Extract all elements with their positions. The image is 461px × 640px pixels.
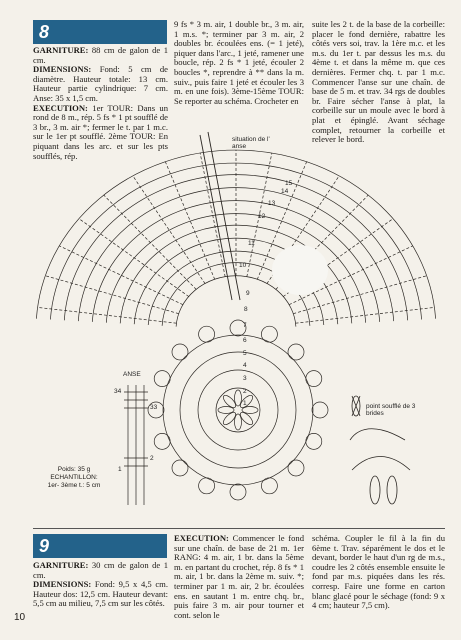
gauge-box xyxy=(30,466,118,490)
dimensions-heading: DIMENSIONS: xyxy=(33,64,92,75)
round-10-label: 10 xyxy=(239,262,247,269)
stitch-illustration xyxy=(350,429,410,504)
section-9-column-1 xyxy=(33,561,168,609)
garniture-heading: GARNITURE: xyxy=(33,45,89,55)
dimensions-text: Fond: 5 cm de diamètre. Hauteur totale: 13 cm. Hauteur partie cylindrique: 7 cm. Anse: 35 x 1,5 cm. xyxy=(33,64,168,103)
edge-scallop xyxy=(288,460,304,476)
sample-value: 1er- 3ème t.: 5 cm xyxy=(47,482,101,489)
round-1-label: 1 xyxy=(243,400,247,407)
puff-stitch-symbol xyxy=(352,396,360,416)
edge-scallop xyxy=(288,344,304,360)
dimensions-9-heading: DIMENSIONS: xyxy=(33,579,92,590)
sample-label: ECHANTILLON: xyxy=(50,474,98,481)
edge-scallop xyxy=(154,433,170,449)
handle-swatch xyxy=(124,385,148,505)
edge-scallop xyxy=(154,371,170,387)
section-8-column-3: suite les 2 t. de la base de la corbeille: placer le fond dernière, rabattre les côtés vers soi, trav. la 1ère m.c. et les m.s. du 1er t. par dessus les m.s. du 4ème t. et dans la même m. que ces dernières. Fermer chq. t. par 1 m.c. Commencer l'anse sur une chaîn. de base de 5 m. et trav. 34 rgs de doubles br. Faire sécher l'anse à plat, la corbeille sur un moule avec le bord à plat et épinglé. Avant séchage complet, retourner la corbeille et relever le bord. xyxy=(312,19,445,145)
execution-9-text: Commencer le fond sur une chaîn. de base de 21 m. 1er RANG: 4 m. air, 1 br. dans la 5ème m. en partant du crochet, rép. 8 fs * 1 m. air, 1 br. dans la 2ème m. suiv. *; terminer par 1 m. air, 2 br. écoulées ens. en sautant 1 m. entre chq. br., puis faire 3 m. air pour tourner et cont. selon le xyxy=(174,533,304,620)
garniture-9-heading: GARNITURE: xyxy=(33,560,89,570)
section-9-column-3: schéma. Coupler le fil à la fin du 6ème t. Trav. séparément le dos et le devant, border le haut d'un rg de m.s., coudre les 2 côtés ensemble ensuite le fond par m.s. piquées dans les rés. corresp. Faire une forme en carton blanc glacé pour le séchage (fond: 9 x 4 cm; hauteur 7,5 cm). xyxy=(312,533,445,611)
page-number: 10 xyxy=(14,612,26,623)
garniture-9-text: 30 cm de galon de 1 cm. xyxy=(33,560,168,580)
garniture-text: 88 cm de galon de 1 cm. xyxy=(33,45,168,65)
edge-scallop xyxy=(261,478,277,494)
fan-spoke xyxy=(104,195,197,290)
round-8-label: 8 xyxy=(244,306,248,313)
weight-label: Poids: 35 g xyxy=(57,466,91,473)
round-4-label: 4 xyxy=(243,362,247,369)
white-patch xyxy=(272,245,328,295)
handle-row-33: 33 xyxy=(150,404,158,411)
round-9-label: 9 xyxy=(246,290,250,297)
edge-scallop xyxy=(261,326,277,342)
handle-row-34: 34 xyxy=(114,388,122,395)
edge-scallop xyxy=(312,402,328,418)
edge-scallop xyxy=(306,433,322,449)
edge-scallop xyxy=(172,460,188,476)
fan-spoke xyxy=(79,219,189,297)
edge-scallop xyxy=(306,371,322,387)
dimensions-9-text: Fond: 9,5 x 4,5 cm. Hauteur dos: 12,5 cm. Hauteur devant: 5,5 cm au milieu, 7,5 cm sur les côtés. xyxy=(33,579,168,609)
execution-text: 1er TOUR: Dans un rond de 8 m., rép. 5 fs * 1 pt soufflé de 3 br., 3 m. air *; fermer le t. par 1 m.c. sur le 1er pt soufflé. 2ème TOUR: En piquant dans les arc. et sur les pts soufflés, rép. xyxy=(33,102,168,161)
fan-round xyxy=(64,175,407,321)
fan-spoke xyxy=(200,153,225,277)
round-12-label: 12 xyxy=(258,213,266,220)
fan-round xyxy=(50,163,421,319)
edge-scallop xyxy=(199,478,215,494)
round-15-label: 15 xyxy=(285,180,293,187)
anse-label: ANSE xyxy=(123,371,141,378)
execution-heading: EXECUTION: xyxy=(33,102,88,113)
section-9-badge: 9 xyxy=(33,534,167,558)
anse-position-label: situation de l' anse xyxy=(232,136,270,150)
center-ring xyxy=(216,388,260,432)
round-13-label: 13 xyxy=(268,200,276,207)
round-2-label: 2 xyxy=(243,388,247,395)
handle-row-1: 1 xyxy=(118,466,122,473)
round-3-label: 3 xyxy=(243,375,247,382)
section-8-badge: 8 xyxy=(33,20,167,44)
execution-9-heading: EXECUTION: xyxy=(174,533,229,543)
edge-scallop xyxy=(199,326,215,342)
handle-row-2: 2 xyxy=(150,455,154,462)
round-7-label: 7 xyxy=(243,322,247,329)
round-5-label: 5 xyxy=(243,350,247,357)
round-6-label: 6 xyxy=(243,337,247,344)
puff-stitch-label: point soufflé de 3 brides xyxy=(366,403,416,417)
round-11-label: 11 xyxy=(248,240,255,247)
edge-scallop xyxy=(230,484,246,500)
section-divider xyxy=(33,528,445,529)
section-9-column-2 xyxy=(174,534,304,620)
edge-scallop xyxy=(172,344,188,360)
round-14-label: 14 xyxy=(281,188,289,195)
section-8-column-2: 9 fs * 3 m. air, 1 double br., 3 m. air, 1 m.s. *; terminer par 3 m. air, 2 doubles br. écoulées ens. (= 1 jeté), piquer dans l'arc., 1 jeté, ramener une boucle, rép. 2 fs * 1 jeté, écouler 2 boucles *, reprendre à ** dans la m. suiv., puis faire 1 jeté et écouler les 3 m. en une fois). 3ème-15ème TOUR: Se reporter au schéma. Crocheter en xyxy=(174,19,304,106)
fan-spoke xyxy=(133,176,205,284)
